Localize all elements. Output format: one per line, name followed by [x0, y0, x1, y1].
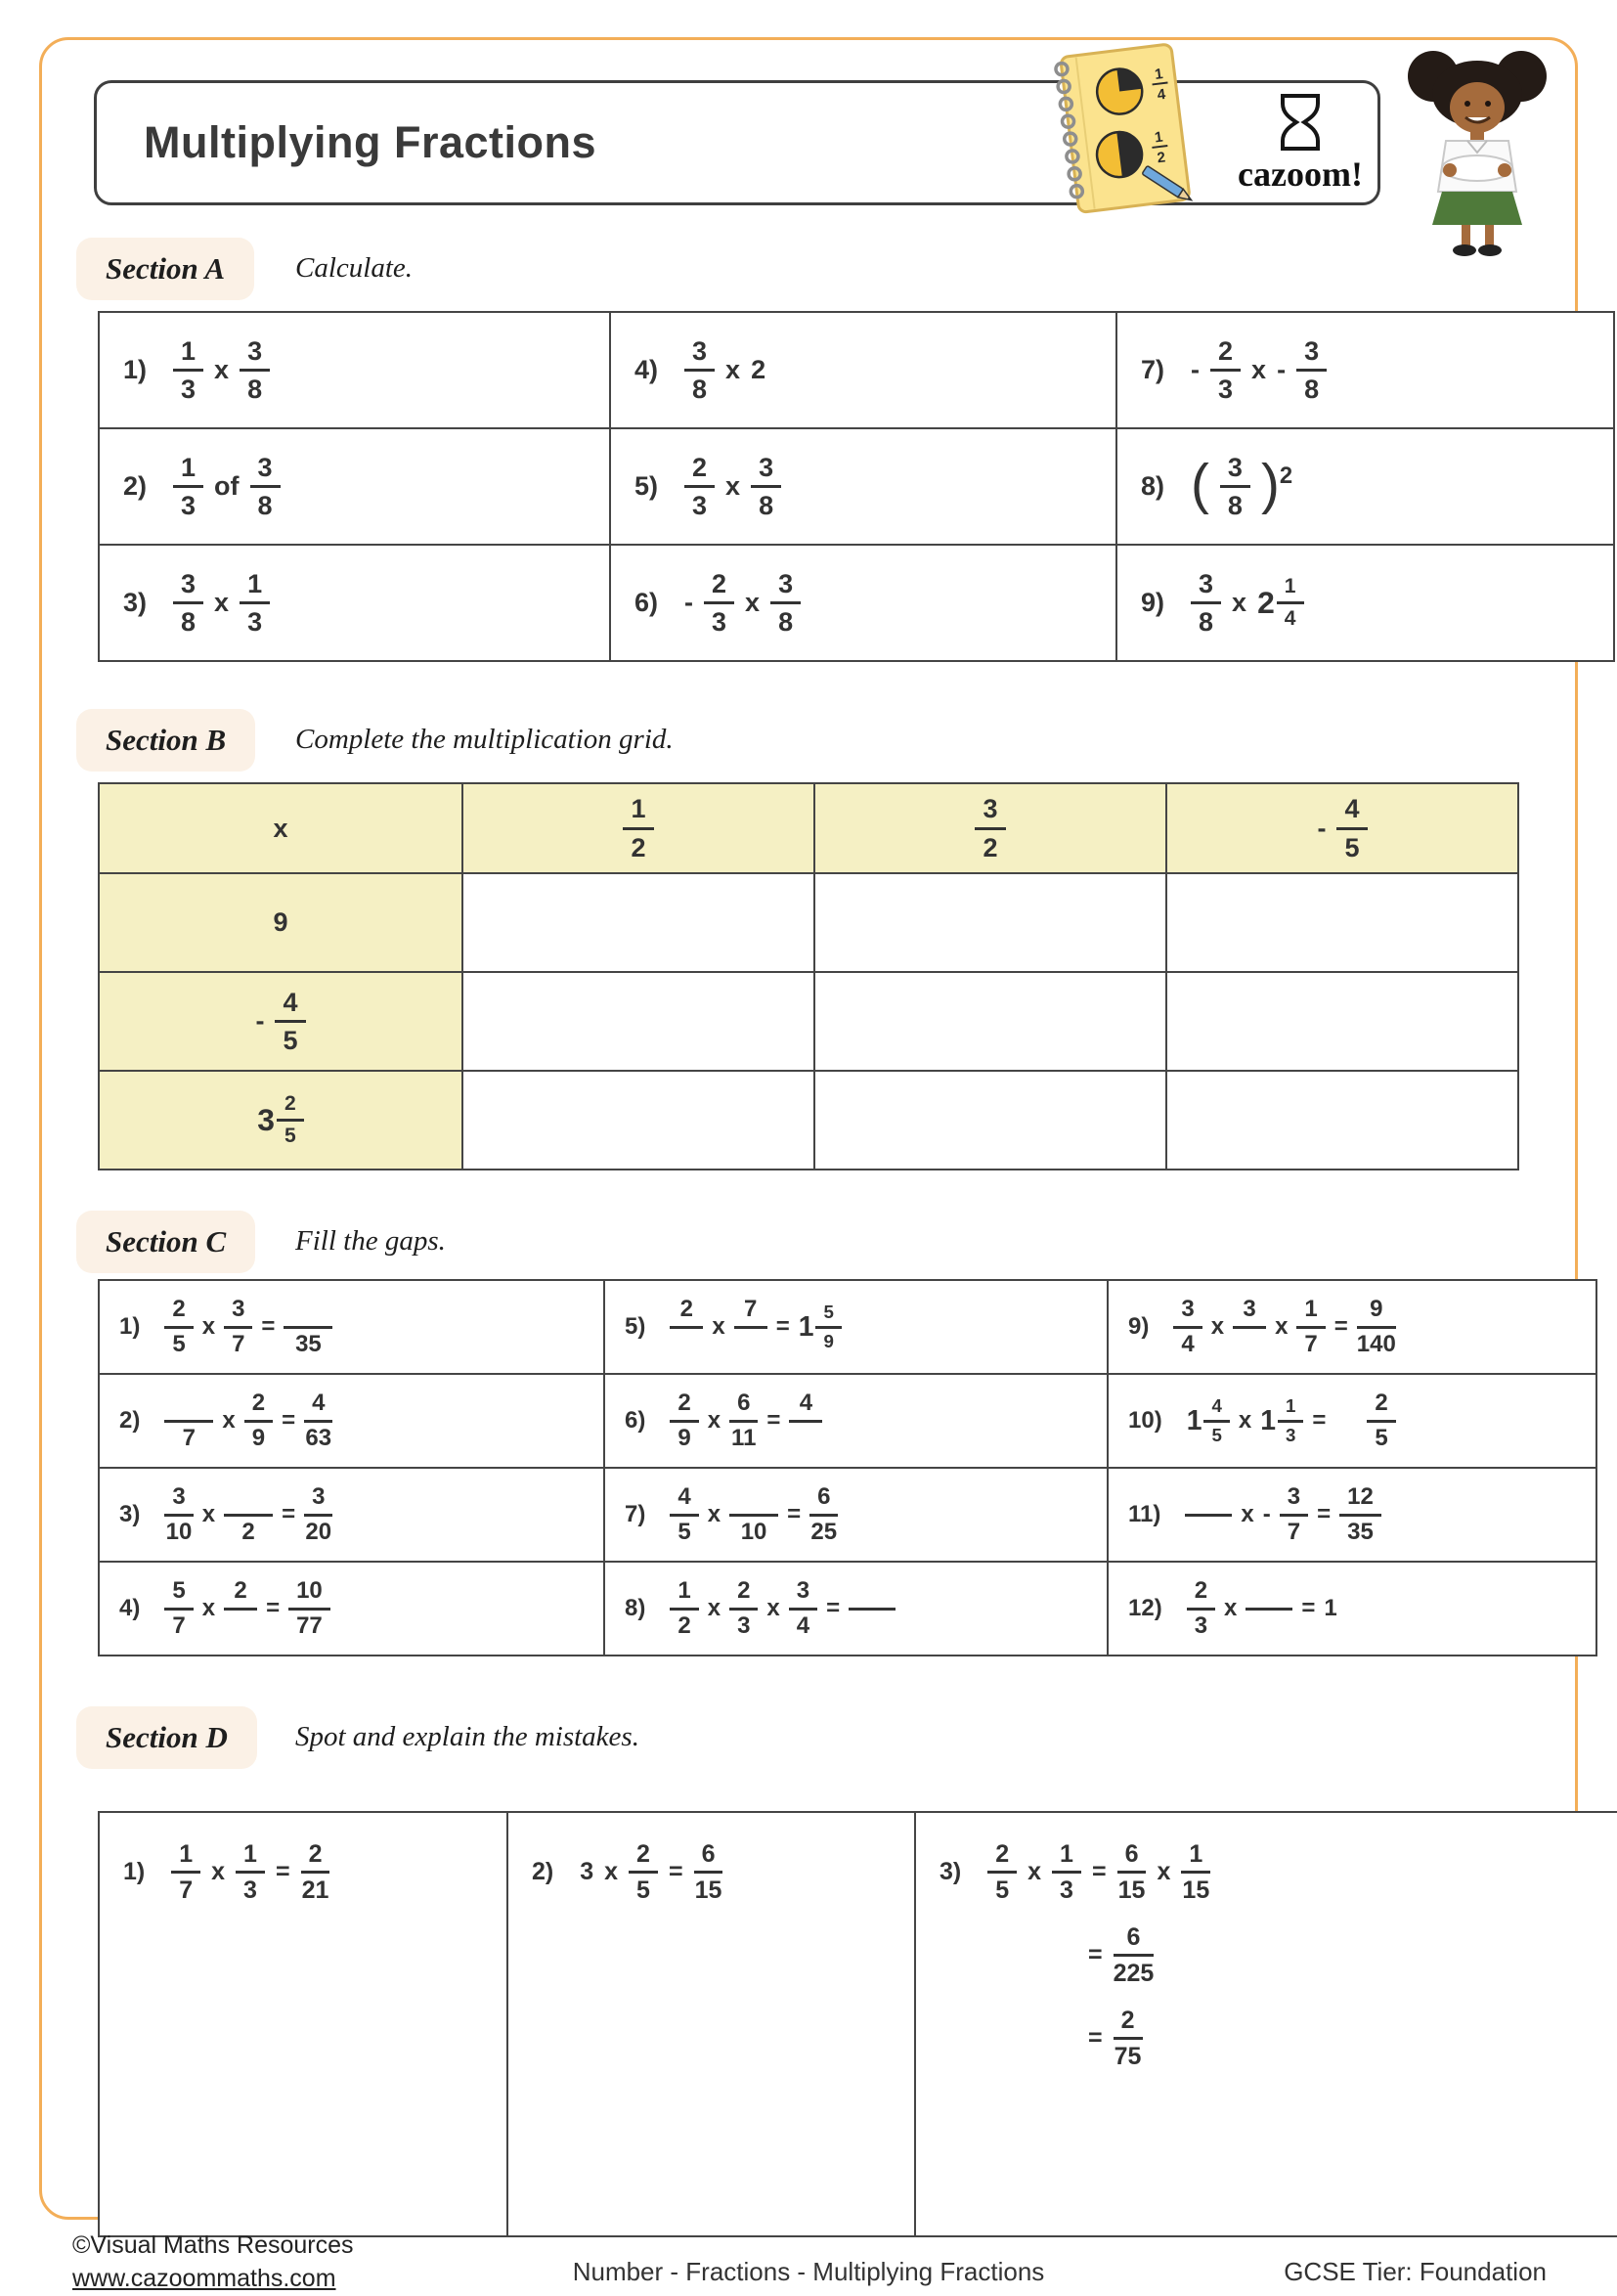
multiplication-grid	[98, 782, 1519, 1170]
problem-cell: 5) 2 x 7 = 1 5 9	[604, 1280, 1108, 1374]
problem-number: 8)	[625, 1595, 646, 1621]
mistake-problem-cell: 3) 2 5 x $\frac{1}{3}$ = $\frac{6}{15}$ x 1 15 = $\frac{6}{225}$ = $\frac{2}{75}$	[915, 1812, 1617, 2236]
grid-row-header: 9	[99, 873, 462, 972]
answer-cell	[462, 972, 814, 1071]
problem-number: 9)	[1128, 1313, 1150, 1340]
problem-cell: 3) 3 8 x 1 3	[99, 545, 610, 661]
problem-cell: 2) 7 x $\frac{2}{9}$ = $\frac{4}{63}$	[99, 1374, 604, 1468]
problem-cell: 7) - 2 3 x - 3 8	[1116, 312, 1614, 428]
grid-row-header: 3 2 5	[99, 1071, 462, 1170]
answer-cell	[814, 873, 1166, 972]
notebook-illustration	[1028, 39, 1208, 221]
problem-number: 3)	[940, 1858, 962, 1885]
problem-cell: 2) 1 3 of 3 8	[99, 428, 610, 545]
section-b-label: Section B	[76, 709, 255, 772]
pie-fraction-label: 1	[1154, 66, 1164, 83]
answer-cell	[814, 1071, 1166, 1170]
section-a-label: Section A	[76, 238, 254, 300]
problem-number: 2)	[119, 1407, 141, 1434]
problem-number: 6)	[634, 588, 659, 617]
problem-number: 4)	[119, 1595, 141, 1621]
section-a-instruction: Calculate.	[295, 252, 414, 284]
section-b-instruction: Complete the multiplication grid.	[295, 724, 674, 755]
section-c-instruction: Fill the gaps.	[295, 1225, 446, 1257]
section-d-label: Section D	[76, 1706, 257, 1769]
grid-operator-cell: x	[99, 783, 462, 873]
pie-fraction-label: 1	[1154, 128, 1164, 147]
problem-number: 5)	[634, 471, 659, 501]
answer-cell	[462, 1071, 814, 1170]
problem-cell: 8) 1 2 x 2 3 x $\frac{3}{4}$ =	[604, 1562, 1108, 1656]
footer-topic-text: Number - Fractions - Multiplying Fractions	[572, 2257, 1045, 2286]
problem-number: 2)	[123, 471, 148, 501]
problem-number: 9)	[1141, 588, 1165, 617]
problem-number: 1)	[119, 1313, 141, 1340]
website-link[interactable]: www.cazoommaths.com	[72, 2264, 336, 2292]
problem-number: 8)	[1141, 471, 1165, 501]
problem-cell: 1) 1 3 x 3 8	[99, 312, 610, 428]
problem-cell: 1) 2 5 x $\frac{3}{7}$ = 35	[99, 1280, 604, 1374]
svg-text:4: 4	[1156, 85, 1167, 104]
problem-cell: 8) ( 3 8 )$^2$	[1116, 428, 1614, 545]
footer-tier-text: GCSE Tier: Foundation	[1284, 2257, 1547, 2286]
section-d-instruction: Spot and explain the mistakes.	[295, 1721, 639, 1752]
mistake-problem-cell: 2) 3 x $\frac{2}{5}$ = $\frac{6}{15}$	[507, 1812, 915, 2236]
student-character-illustration	[1396, 45, 1558, 258]
section-a-table	[98, 311, 1615, 662]
problem-number: 3)	[123, 588, 148, 617]
problem-cell: 6) 2 9 x $\frac{6}{11}$ = 4	[604, 1374, 1108, 1468]
grid-column-header: - 4 5	[1166, 783, 1518, 873]
problem-cell: 10) 1 4 5 x 1 1 3 = 2 5	[1108, 1374, 1596, 1468]
answer-cell	[814, 972, 1166, 1071]
problem-number: 1)	[123, 1858, 146, 1885]
section-c-label: Section C	[76, 1211, 255, 1273]
problem-number: 6)	[625, 1407, 646, 1434]
problem-cell: 7) 4 5 x 10 = $\frac{6}{25}$	[604, 1468, 1108, 1562]
answer-cell	[462, 873, 814, 972]
problem-number: 11)	[1128, 1501, 1161, 1527]
problem-number: 4)	[634, 355, 659, 384]
problem-number: 7)	[625, 1501, 646, 1527]
svg-text:2: 2	[1156, 149, 1166, 167]
problem-number: 12)	[1128, 1595, 1162, 1621]
copyright-text: ©Visual Maths Resources	[72, 2231, 354, 2259]
section-c-table	[98, 1279, 1597, 1656]
grid-column-header: 1 2	[462, 783, 814, 873]
problem-number: 7)	[1141, 355, 1165, 384]
answer-cell	[1166, 972, 1518, 1071]
problem-number: 10)	[1128, 1407, 1162, 1434]
page-title: Multiplying Fractions	[144, 117, 597, 167]
problem-number: 3)	[119, 1501, 141, 1527]
problem-cell: 3) 3 10 x 2 = $\frac{3}{20}$	[99, 1468, 604, 1562]
problem-cell: 4) 5 7 x 2 = $\frac{10}{77}$	[99, 1562, 604, 1656]
mistake-problem-cell: 1) 1 7 x $\frac{1}{3}$ = $\frac{2}{21}$	[99, 1812, 507, 2236]
problem-number: 5)	[625, 1313, 646, 1340]
problem-cell: 9) 3 4 x 3 x $\frac{1}{7}$ = $\frac{9}{140}$	[1108, 1280, 1596, 1374]
problem-cell: 9) 3 8 x 2 1 4	[1116, 545, 1614, 661]
problem-cell: 4) 3 8 x 2	[610, 312, 1116, 428]
logo-text: cazoom!	[1238, 155, 1363, 194]
section-d-table	[98, 1811, 1617, 2237]
grid-row-header: - 4 5	[99, 972, 462, 1071]
problem-cell: 5) 2 3 x 3 8	[610, 428, 1116, 545]
answer-cell	[1166, 1071, 1518, 1170]
grid-column-header: 3 2	[814, 783, 1166, 873]
cazoom-logo	[1222, 88, 1378, 198]
problem-cell: 6) - 2 3 x 3 8	[610, 545, 1116, 661]
hourglass-icon	[1283, 96, 1318, 149]
problem-cell: 11) x - $\frac{3}{7}$ = $\frac{12}{35}$	[1108, 1468, 1596, 1562]
answer-cell	[1166, 873, 1518, 972]
problem-number: 2)	[532, 1858, 554, 1885]
notebook-icon	[1028, 39, 1208, 221]
problem-cell: 12) 2 3 x = 1	[1108, 1562, 1596, 1656]
problem-number: 1)	[123, 355, 148, 384]
